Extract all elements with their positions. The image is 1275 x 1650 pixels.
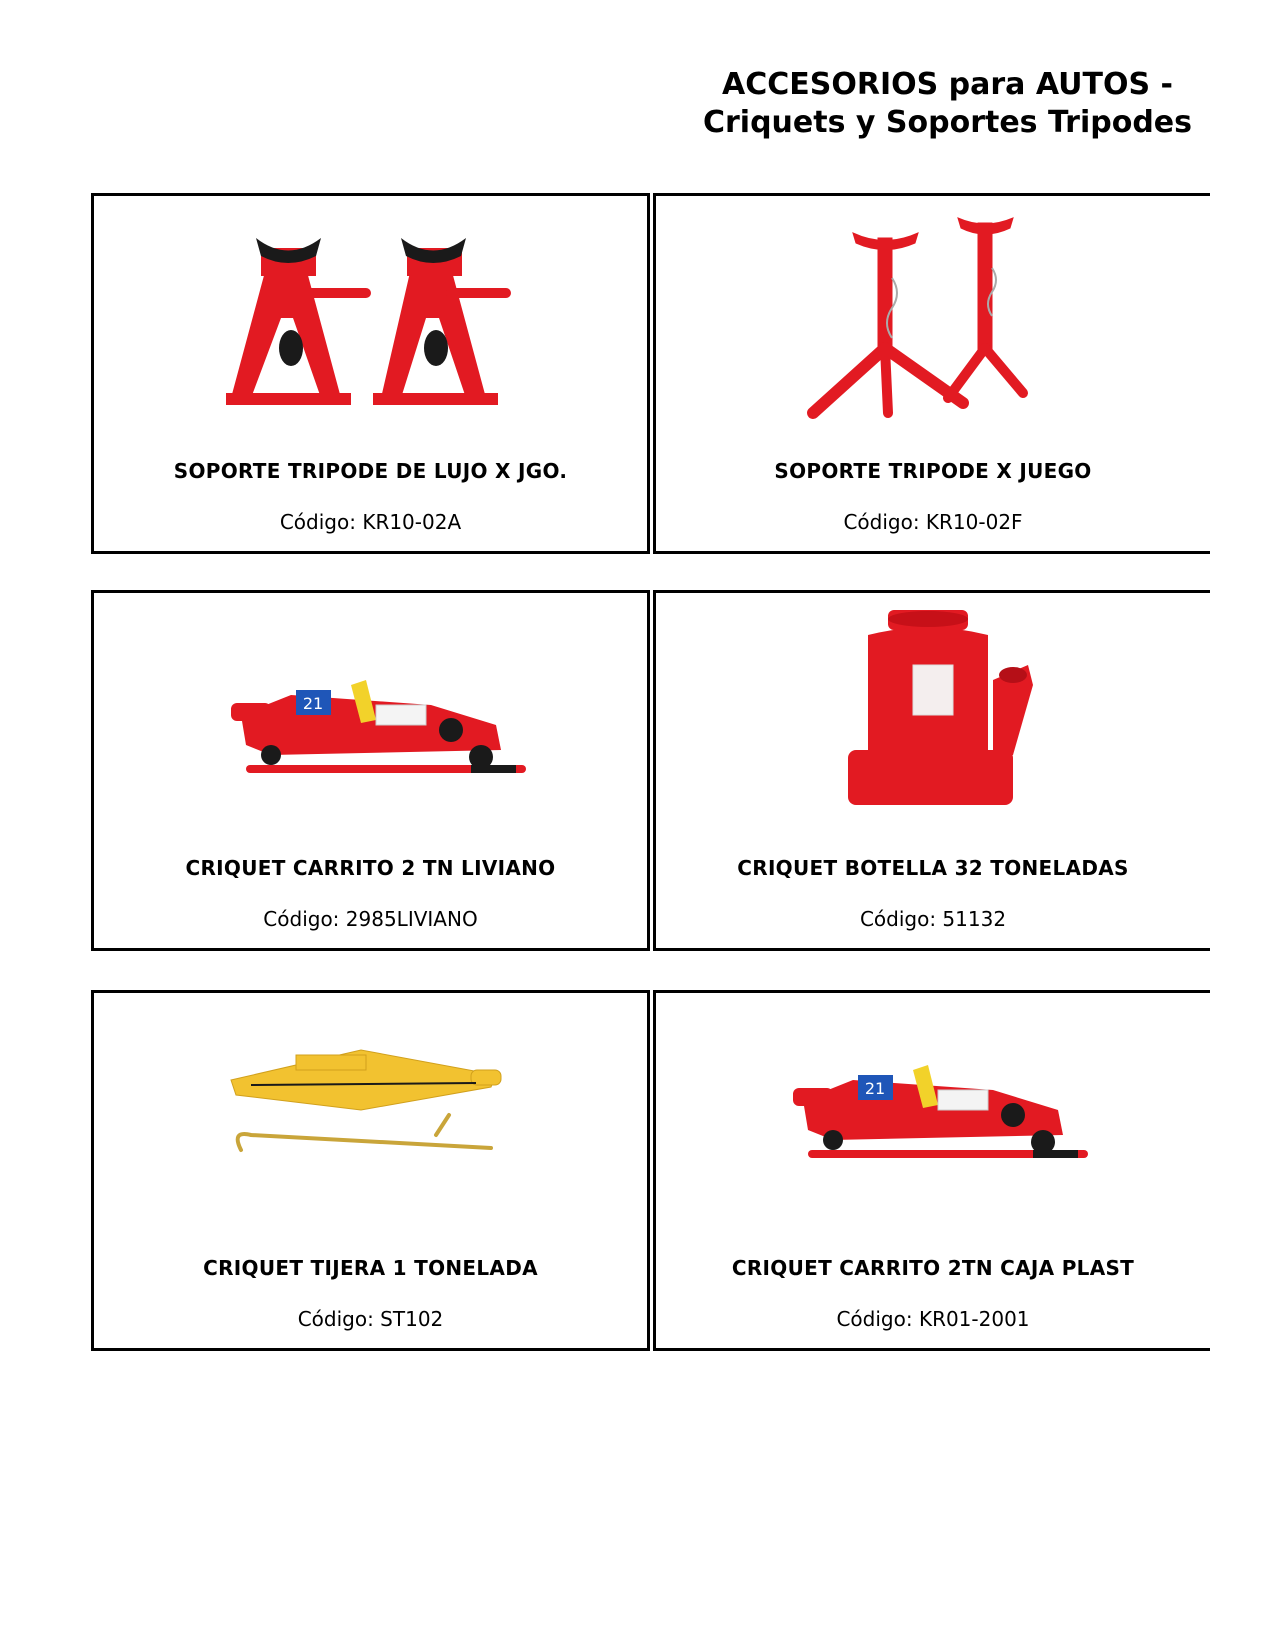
- product-card: [653, 590, 1210, 951]
- page-title-line-2: Criquets y Soportes Tripodes: [702, 105, 1192, 140]
- tripod-stands-icon: [773, 208, 1093, 433]
- product-code: Código: KR10-02A: [279, 510, 462, 534]
- product-name: SOPORTE TRIPODE X JUEGO: [774, 459, 1092, 483]
- product-name: CRIQUET BOTELLA 32 TONELADAS: [737, 856, 1129, 880]
- floor-jack-icon: [211, 605, 531, 830]
- page-title-line-1: ACCESORIOS para AUTOS -: [722, 67, 1173, 102]
- product-card: [91, 193, 650, 554]
- product-name: CRIQUET CARRITO 2TN CAJA PLAST: [731, 1256, 1135, 1280]
- svg-text:21: 21: [302, 694, 323, 713]
- product-card: [653, 193, 1210, 554]
- product-code: Código: ST102: [297, 1307, 444, 1331]
- page-header: [660, 66, 1235, 142]
- product-image: [94, 605, 647, 830]
- product-image: [656, 208, 1210, 433]
- product-code: Código: 51132: [859, 907, 1007, 931]
- svg-text:21: 21: [864, 1079, 886, 1098]
- product-card: [91, 590, 650, 951]
- product-name: SOPORTE TRIPODE DE LUJO X JGO.: [173, 459, 568, 483]
- floor-jack-icon: [773, 1005, 1093, 1230]
- product-image: [94, 208, 647, 433]
- scissor-jack-icon: [211, 1005, 531, 1230]
- product-name: CRIQUET TIJERA 1 TONELADA: [203, 1256, 538, 1280]
- bottle-jack-icon: [773, 605, 1093, 830]
- product-image: [656, 605, 1210, 830]
- product-code: Código: KR10-02F: [843, 510, 1023, 534]
- product-image: [94, 1005, 647, 1230]
- product-code: Código: KR01-2001: [836, 1307, 1030, 1331]
- product-card: [91, 990, 650, 1351]
- product-code: Código: 2985LIVIANO: [263, 907, 478, 931]
- product-image: [656, 1005, 1210, 1230]
- jack-stands-icon: [211, 208, 531, 433]
- product-name: CRIQUET CARRITO 2 TN LIVIANO: [185, 856, 556, 880]
- product-card: [653, 990, 1210, 1351]
